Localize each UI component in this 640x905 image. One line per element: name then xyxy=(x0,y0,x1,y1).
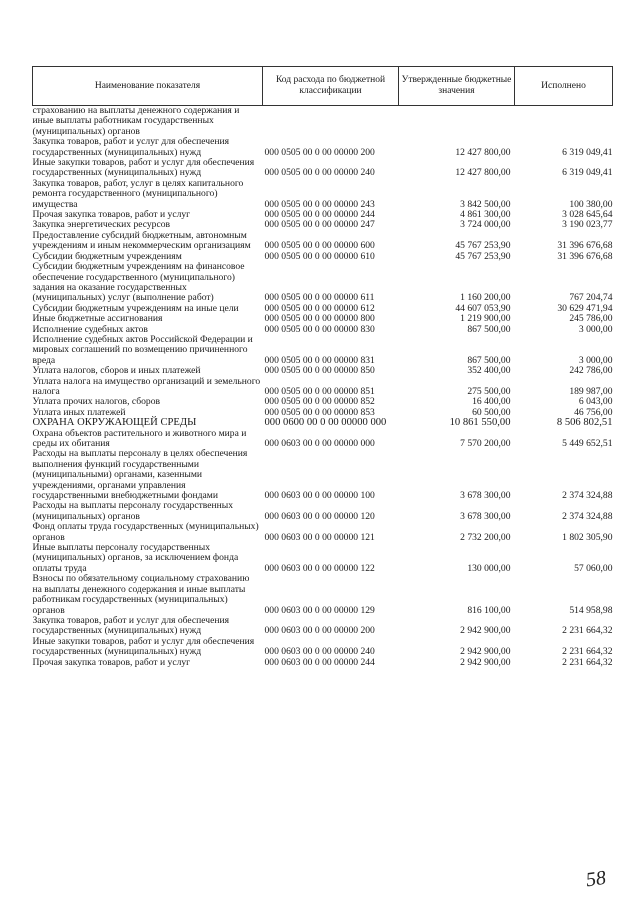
row-done-value: 514 958,98 xyxy=(569,604,613,616)
row-name: Предоставление субсидий бюджетным, автономным учреждениям и иным некоммерческим организациям xyxy=(32,229,251,252)
row-plan-value: 1 219 900,00 xyxy=(460,313,511,325)
row-name: Прочая закупка товаров, работ и услуг xyxy=(32,656,191,668)
row-code: 000 0603 00 0 00 00000 240 xyxy=(264,646,375,658)
row-name: Взносы по обязательному социальному страхованию на выплаты денежного содержания и иные выплаты работникам государственных (муниципальных) органов xyxy=(32,573,250,616)
header-done: Исполнено xyxy=(515,67,613,106)
row-plan-value: 2 732 200,00 xyxy=(460,531,511,543)
row-name: Охрана объектов растительного и животного мира и среды их обитания xyxy=(32,427,247,449)
row-plan-value: 275 500,00 xyxy=(467,385,511,397)
row-done-value: 3 000,00 xyxy=(578,323,613,335)
row-plan-value: 130 000,00 xyxy=(467,562,511,574)
row-name: Исполнение судебных актов Российской Федерации и мировых соглашений по возмещению причиненного вреда xyxy=(32,333,253,366)
row-done-value: 2 231 664,32 xyxy=(562,625,613,637)
table-row xyxy=(33,501,613,522)
table-row xyxy=(33,262,613,304)
row-done-value: 8 506 802,51 xyxy=(556,417,613,429)
row-name: Субсидии бюджетным учреждениям xyxy=(32,250,182,262)
row-done-value: 2 374 324,88 xyxy=(562,490,613,502)
row-code: 000 0505 00 0 00 00000 244 xyxy=(264,209,375,221)
row-code: 000 0505 00 0 00 00000 850 xyxy=(264,365,375,377)
row-name: Иные закупки товаров, работ и услуг для обеспечения государственных (муниципальных) нужд xyxy=(32,635,255,658)
row-name: Уплата иных платежей xyxy=(32,406,126,418)
table-row xyxy=(33,366,613,376)
table-row xyxy=(33,429,613,450)
row-code: 000 0505 00 0 00 00000 611 xyxy=(264,292,375,304)
row-done-value: 31 396 676,68 xyxy=(557,240,613,252)
row-plan-value: 7 570 200,00 xyxy=(460,438,511,449)
row-done-value: 57 060,00 xyxy=(574,562,613,574)
row-done-value: 6 319 049,41 xyxy=(562,167,613,179)
row-done-value: 100 380,00 xyxy=(569,198,613,210)
row-plan-value: 3 678 300,00 xyxy=(460,510,511,522)
row-name: Субсидии бюджетным учреждениям на финансовое обеспечение государственного (муниципального) задания на оказание государственных (муниципальных) услуг (выполнение работ) xyxy=(32,261,245,304)
row-done-value: 1 802 305,90 xyxy=(562,531,613,543)
row-plan-value: 2 942 900,00 xyxy=(460,625,511,637)
row-name: страхованию на выплаты денежного содержания и иные выплаты работникам государственных (муниципальных) органов xyxy=(32,105,240,137)
row-name: Расходы на выплаты персоналу государственных (муниципальных) органов xyxy=(32,500,234,522)
row-name: Уплата налога на имущество организаций и земельного налога xyxy=(32,375,261,397)
row-plan-value: 352 400,00 xyxy=(467,365,511,377)
row-done-value: 5 449 652,51 xyxy=(562,438,613,449)
row-plan-value: 44 607 053,90 xyxy=(455,302,511,314)
table-row xyxy=(33,377,613,398)
row-done-value: 245 786,00 xyxy=(569,313,613,325)
row-code: 000 0505 00 0 00 00000 247 xyxy=(264,219,375,231)
row-name: Иные бюджетные ассигнования xyxy=(32,313,163,325)
table-row xyxy=(33,231,613,252)
row-code: 000 0603 00 0 00 00000 200 xyxy=(264,625,375,637)
row-code: 000 0505 00 0 00 00000 243 xyxy=(264,198,375,210)
row-name: Закупка товаров, работ, услуг в целях капитального ремонта государственного (муниципального) имущества xyxy=(32,177,244,210)
header-code: Код расхода по бюджетной классификации xyxy=(263,67,399,106)
table-header-row xyxy=(33,67,613,106)
row-done-value: 2 374 324,88 xyxy=(562,510,613,522)
table-row xyxy=(33,543,613,574)
row-plan-value: 60 500,00 xyxy=(472,406,511,418)
row-code: 000 0505 00 0 00 00000 851 xyxy=(264,385,375,397)
row-plan-value: 3 724 000,00 xyxy=(460,219,511,231)
row-plan-value: 16 400,00 xyxy=(472,396,511,408)
row-done-value: 3 000,00 xyxy=(578,354,613,366)
row-plan-value: 4 861 300,00 xyxy=(460,209,511,221)
row-plan-value: 3 678 300,00 xyxy=(460,490,511,502)
row-plan-value: 816 100,00 xyxy=(467,604,511,616)
row-name: Исполнение судебных актов xyxy=(32,323,148,335)
row-code: 000 0505 00 0 00 00000 200 xyxy=(264,146,375,158)
row-done-value: 6 043,00 xyxy=(578,396,613,408)
row-done-value xyxy=(515,106,613,138)
row-plan-value: 45 767 253,90 xyxy=(455,240,511,252)
row-code: 000 0505 00 0 00 00000 830 xyxy=(264,323,375,335)
table-row xyxy=(33,158,613,179)
row-name: Закупка энергетических ресурсов xyxy=(32,219,171,231)
row-done-value: 2 231 664,32 xyxy=(562,646,613,658)
row-code: 000 0505 00 0 00 00000 240 xyxy=(264,167,375,179)
row-plan-value: 12 427 800,00 xyxy=(455,146,511,158)
row-code: 000 0505 00 0 00 00000 610 xyxy=(264,250,375,262)
row-name: Субсидии бюджетным учреждениям на иные цели xyxy=(32,302,239,314)
table-row xyxy=(33,179,613,210)
row-name: Закупка товаров, работ и услуг для обеспечения государственных (муниципальных) нужд xyxy=(32,136,230,158)
table-row xyxy=(33,637,613,658)
row-name: Иные закупки товаров, работ и услуг для обеспечения государственных (муниципальных) нужд xyxy=(32,157,255,179)
row-name: Фонд оплаты труда государственных (муниципальных) органов xyxy=(32,521,259,543)
row-name: Прочая закупка товаров, работ и услуг xyxy=(32,209,191,221)
row-code: 000 0603 00 0 00 00000 244 xyxy=(264,656,375,668)
row-plan-value: 12 427 800,00 xyxy=(455,167,511,179)
row-plan-value xyxy=(399,106,515,138)
table-row xyxy=(33,335,613,366)
table-row xyxy=(33,574,613,616)
header-plan: Утвержденные бюджетные значения xyxy=(399,67,515,106)
row-done-value: 3 028 645,64 xyxy=(562,209,613,221)
row-plan-value: 1 160 200,00 xyxy=(460,292,511,304)
row-code: 000 0600 00 0 00 00000 000 xyxy=(264,417,387,429)
row-done-value: 3 190 023,77 xyxy=(562,219,613,231)
row-name: Уплата налогов, сборов и иных платежей xyxy=(32,365,201,377)
row-name: Уплата прочих налогов, сборов xyxy=(32,396,161,408)
row-done-value: 2 231 664,32 xyxy=(562,656,613,668)
table-row xyxy=(33,616,613,637)
row-done-value: 767 204,74 xyxy=(569,292,613,304)
header-name: Наименование показателя xyxy=(33,67,263,106)
page-number: 58 xyxy=(584,866,608,892)
row-done-value: 189 987,00 xyxy=(569,385,613,397)
table-row xyxy=(33,658,613,668)
row-plan-value: 3 842 500,00 xyxy=(460,198,511,210)
row-code: 000 0603 00 0 00 00000 129 xyxy=(264,604,375,616)
row-plan-value: 45 767 253,90 xyxy=(455,250,511,262)
row-plan-value: 10 861 550,00 xyxy=(449,417,511,429)
table-row xyxy=(33,137,613,158)
table-row xyxy=(33,522,613,543)
row-code: 000 0505 00 0 00 00000 831 xyxy=(264,354,375,366)
row-done-value: 31 396 676,68 xyxy=(557,250,613,262)
row-name: Иные выплаты персоналу государственных (муниципальных) органов, за исключением фонда оплаты труда xyxy=(32,542,239,574)
table-row xyxy=(33,314,613,324)
row-done-value: 6 319 049,41 xyxy=(562,146,613,158)
row-plan-value: 2 942 900,00 xyxy=(460,656,511,668)
row-plan-value: 2 942 900,00 xyxy=(460,646,511,658)
row-code: 000 0603 00 0 00 00000 100 xyxy=(264,490,375,502)
row-plan-value: 867 500,00 xyxy=(467,354,511,366)
row-code: 000 0603 00 0 00 00000 122 xyxy=(264,562,375,574)
row-code: 000 0603 00 0 00 00000 000 xyxy=(264,438,375,449)
row-code: 000 0505 00 0 00 00000 800 xyxy=(264,313,375,325)
row-code: 000 0603 00 0 00 00000 120 xyxy=(264,510,375,522)
row-name: Расходы на выплаты персоналу в целях обеспечения выполнения функций государственными (муниципальными) органами, казенными учреждениями, органами управления государственными внебюджетными фондами xyxy=(32,448,248,502)
row-name: ОХРАНА ОКРУЖАЮЩЕЙ СРЕДЫ xyxy=(32,417,197,429)
row-code: 000 0505 00 0 00 00000 853 xyxy=(264,406,375,418)
row-code xyxy=(263,106,399,138)
budget-table xyxy=(32,66,613,668)
row-plan-value: 867 500,00 xyxy=(467,323,511,335)
row-code: 000 0603 00 0 00 00000 121 xyxy=(264,531,375,543)
table-body xyxy=(33,106,613,668)
row-code: 000 0505 00 0 00 00000 612 xyxy=(264,302,375,314)
row-done-value: 46 756,00 xyxy=(574,406,613,418)
row-code: 000 0505 00 0 00 00000 852 xyxy=(264,396,375,408)
row-done-value: 242 786,00 xyxy=(569,365,613,377)
row-done-value: 30 629 471,94 xyxy=(557,302,613,314)
budget-report-sheet xyxy=(32,66,612,668)
row-code: 000 0505 00 0 00 00000 600 xyxy=(264,240,375,252)
table-row xyxy=(33,106,613,138)
table-row xyxy=(33,449,613,501)
row-name: Закупка товаров, работ и услуг для обеспечения государственных (муниципальных) нужд xyxy=(32,614,230,637)
